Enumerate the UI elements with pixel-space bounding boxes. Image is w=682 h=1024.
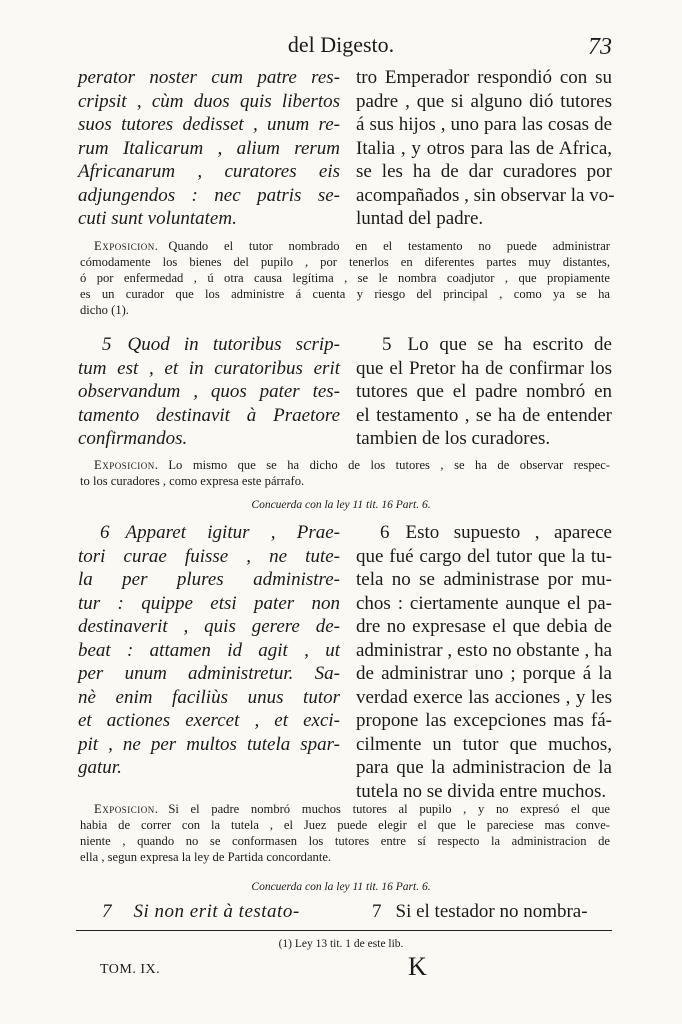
text-line: el testamento , se ha de entender	[356, 404, 612, 426]
spanish-passage-1	[356, 66, 615, 231]
text-line: que el Pretor ha de confirmar los	[356, 357, 612, 379]
text-line: tamento destinavit à Praetore	[78, 404, 340, 426]
text-line: 6 Apparet igitur , Prae-	[100, 522, 340, 543]
latin-passage-4	[78, 900, 340, 924]
paragraph-number: 6	[380, 522, 390, 543]
text-line: Italia , y otros para las de Africa,	[356, 137, 612, 159]
latin-passage-3	[78, 521, 340, 780]
text-line: tambien de los curadores.	[356, 428, 551, 449]
text-line: tro Emperador respondió con su	[356, 67, 612, 88]
text-line: Exposicion. Quando el tutor nombrado en el testamento no puede administrar	[94, 239, 610, 253]
text-line: se les ha de dar curadores por	[356, 161, 612, 182]
text-line: 5 Lo que se ha escrito de	[382, 334, 612, 355]
text-line: Exposicion. Si el padre nombró muchos tutores al pupilo , y no expresó el que	[94, 802, 610, 816]
text-line: ella , segun expresa la ley de Partida concordante.	[80, 850, 332, 864]
concordance-note-2: Concuerda con la ley 11 tit. 16 Part. 6.	[251, 881, 431, 893]
text-line: rum Italicarum , alium rerum	[78, 137, 340, 159]
latin-passage-2	[78, 333, 340, 451]
text-line: tutores que el padre nombró en	[356, 381, 612, 402]
exposicion-2	[80, 457, 610, 489]
footnote: (1) Ley 13 tit. 1 de este lib.	[278, 938, 404, 950]
text-line: verdad exerce las acciones , y les	[356, 686, 612, 708]
text-line: ó por enfermedad , ú otra causa legítima , se le nombra coadjutor , que propiamente	[80, 271, 610, 285]
paragraph-number: 5	[102, 334, 112, 355]
latin-passage-1	[78, 66, 340, 231]
text-line: administrar , esto no obstante , ha	[356, 639, 612, 661]
text-line: de administrar uno ; porque á la	[356, 663, 612, 684]
exposicion-label: Exposicion.	[94, 239, 159, 253]
text-line: gatur.	[78, 757, 122, 778]
text-line: cuti sunt voluntatem.	[78, 208, 237, 229]
text-line: 7 Si el testador no nombra-	[372, 901, 588, 922]
text-line: cilmente un tutor que muchos,	[356, 733, 612, 755]
paragraph-number: 5	[382, 334, 392, 355]
text-line: pit , ne per multos tutela spar-	[78, 733, 340, 755]
exposicion-label: Exposicion.	[94, 802, 159, 816]
text-line: 6 Esto supuesto , aparece	[380, 522, 612, 543]
text-line: tum est , et in curatoribus erit	[78, 357, 340, 379]
text-line: suos tutores dedisset , unum re-	[78, 114, 340, 135]
text-line: perator noster cum patre res-	[78, 67, 340, 88]
text-line: 5 Quod in tutoribus scrip-	[102, 334, 340, 355]
text-line: nè enim faciliùs unus tutor	[78, 686, 340, 708]
text-line: Africanarum , curatores eis	[78, 161, 340, 182]
text-line: to los curadores , como expresa este párrafo.	[80, 474, 305, 488]
paragraph-number: 7	[102, 901, 112, 922]
text-line: Exposicion. Lo mismo que se ha dicho de los tutores , se ha de observar respec-	[94, 458, 610, 472]
text-line: tori curae fuisse , ne tute-	[78, 545, 340, 567]
text-line: chos : ciertamente aunque el pa-	[356, 592, 612, 614]
text-line: cripsit , cùm duos quis libertos	[78, 90, 340, 112]
text-line: dre no expresase el que debia de	[356, 616, 612, 637]
text-line: tutela no se divida entre muchos.	[356, 780, 607, 802]
text-line: destinaverit , quis gerere de-	[78, 616, 340, 637]
paragraph-number: 6	[100, 522, 110, 543]
text-line: confirmandos.	[78, 428, 188, 449]
text-line: es un curador que los administre á cuenta y riesgo del principal , como ya se ha	[80, 287, 610, 301]
text-line: tela no se administrase por mu-	[356, 569, 612, 590]
text-line: niente , quando no se conformasen los tutores entre sí respecto la administracion de	[80, 834, 610, 848]
spanish-passage-4	[356, 900, 612, 924]
text-line: para que la administracion de la	[356, 757, 612, 778]
spanish-passage-3	[356, 521, 612, 803]
text-line: observandum , quos pater tes-	[78, 381, 340, 402]
signature-mark: K	[408, 952, 427, 981]
exposicion-label: Exposicion.	[94, 458, 159, 472]
text-line: per unum administretur. Sa-	[78, 663, 340, 684]
text-line: adjungendos : nec patris se-	[78, 184, 340, 206]
text-line: tur : quippe etsi pater non	[78, 592, 340, 614]
text-line: 7 Si non erit à testato-	[102, 901, 300, 922]
text-line: luntad del padre.	[356, 208, 484, 229]
text-line: cómodamente los bienes del pupilo , por tenerlos en diferentes partes muy distantes,	[80, 255, 610, 269]
volume-mark: TOM. IX.	[100, 962, 161, 977]
exposicion-3	[80, 801, 610, 865]
text-line: á sus hijos , uno para las cosas de	[356, 114, 612, 135]
concordance-note-1: Concuerda con la ley 11 tit. 16 Part. 6.	[251, 499, 431, 511]
page-number: 73	[588, 34, 612, 60]
text-line: padre , que si alguno dió tutores	[356, 90, 612, 112]
spanish-passage-2	[356, 333, 612, 451]
text-line: propone las excepciones mas fá-	[356, 710, 612, 731]
text-line: habia de correr con la tutela , el Juez puede elegir el que le pareciese mas conve-	[80, 818, 610, 832]
footnote-rule	[76, 930, 612, 931]
exposicion-1	[80, 238, 610, 318]
text-line: dicho (1).	[80, 303, 129, 317]
running-header: del Digesto.	[287, 32, 395, 57]
text-line: beat : attamen id agit , ut	[78, 639, 340, 661]
text-line: acompañados , sin observar la vo-	[356, 184, 615, 206]
paragraph-number: 7	[372, 901, 382, 922]
text-line: que fué cargo del tutor que la tu-	[356, 545, 612, 567]
text-line: et actiones exercet , et exci-	[78, 710, 340, 731]
text-line: la per plures administre-	[78, 569, 340, 590]
